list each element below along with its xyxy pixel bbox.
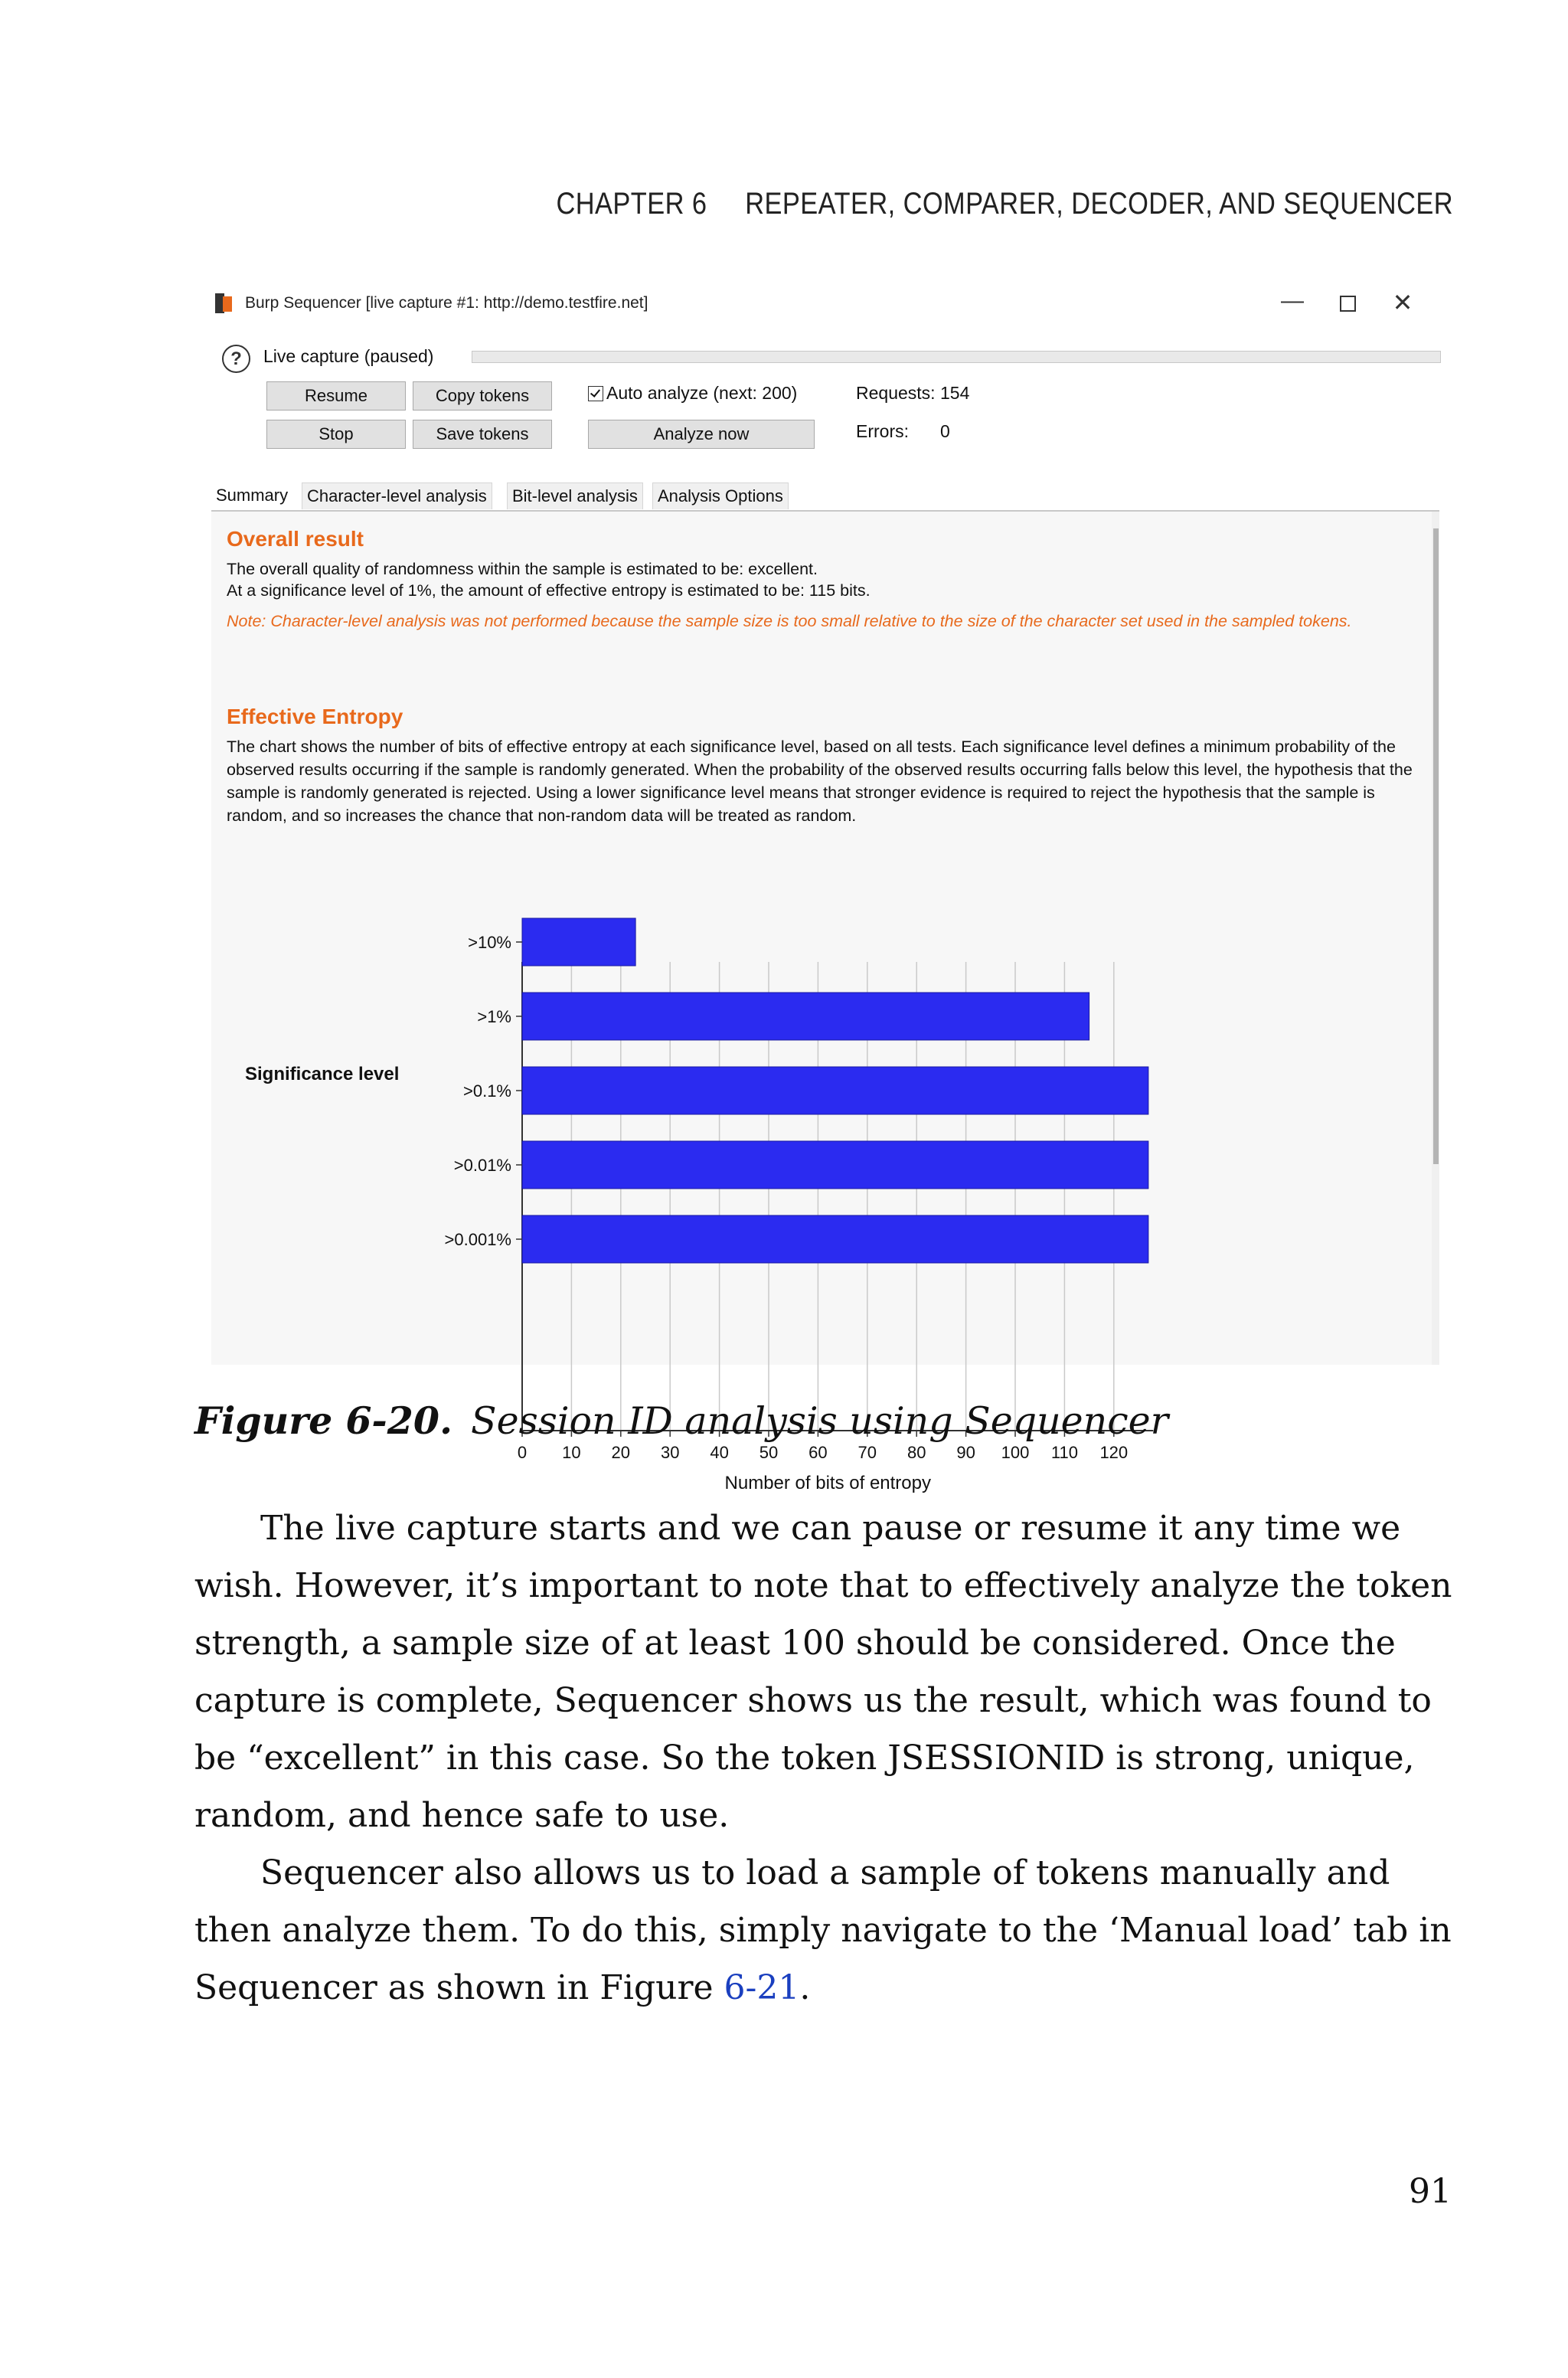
tab-analysis-options[interactable]: Analysis Options	[652, 482, 789, 509]
chart-x-tick-label: 50	[759, 1443, 779, 1462]
overall-result-line2: At a significance level of 1%, the amount of effective entropy is estimated to be: 115 bits.	[227, 581, 871, 600]
effective-entropy-heading: Effective Entropy	[227, 705, 403, 728]
scrollbar-thumb[interactable]	[1433, 528, 1439, 1164]
chart-x-tick-label: 70	[858, 1443, 877, 1462]
chart-bar	[522, 1141, 1148, 1189]
figure-caption	[194, 1398, 1168, 1443]
stop-button[interactable]: Stop	[266, 420, 406, 449]
overall-result-line1: The overall quality of randomness within the sample is estimated to be: excellent.	[227, 560, 818, 578]
close-icon[interactable]: ✕	[1392, 289, 1413, 316]
copy-tokens-button[interactable]: Copy tokens	[413, 381, 552, 411]
minimize-icon[interactable]: —	[1281, 288, 1304, 313]
page-number: 91	[1409, 2172, 1452, 2211]
paragraph-2-end: .	[799, 1968, 811, 2007]
chart-x-tick-label: 80	[906, 1443, 926, 1462]
chart-x-tick-label: 0	[517, 1443, 528, 1462]
chart-x-tick-label: 110	[1050, 1443, 1078, 1462]
chart-category-label: >0.01%	[453, 1156, 511, 1175]
paragraph-1: The live capture starts and we can pause or resume it any time we wish. However, it’s important to note that to effectively analyze the token strength, a sample size of at least 100 should be considered. Once the capture is complete, Sequencer shows us the result, which was found to be “excellent” in this case. So the token JSESSIONID is strong, unique, random, and hence safe to use.	[194, 1509, 1452, 1835]
paragraph-2-text: Sequencer also allows us to load a sample of tokens manually and then analyze them. To do this, simply navigate to the ‘Manual load’ tab in Sequencer as shown in Figure	[194, 1853, 1452, 2007]
chart-category-label: >1%	[477, 1007, 511, 1026]
window-title: Burp Sequencer [live capture #1: http://demo.testfire.net]	[245, 294, 648, 312]
effective-entropy-text: The chart shows the number of bits of effective entropy at each significance level, based on all tests. Each significance level defines a minimum probability of the observed results occurring if the sample is randomly generated. When the probability of the observed results occurring falls below this level, the hypothesis that the sample is randomly generated is rejected. Using a lower significance level means that stronger evidence is required to reject the hypothesis that the sample is random, and so increases the chance that non-random data will be treated as random.	[227, 738, 1413, 825]
paragraph-2	[194, 1844, 1458, 2017]
chart-bar	[522, 918, 635, 966]
overall-result-note: Note: Character-level analysis was not performed because the sample size is too small relative to the size of the character set used in the sampled tokens.	[227, 612, 1352, 630]
resume-button[interactable]: Resume	[266, 381, 406, 411]
tab-bit-level-analysis[interactable]: Bit-level analysis	[507, 482, 643, 509]
errors-stat	[856, 421, 950, 442]
errors-value: 0	[940, 421, 950, 441]
requests-stat	[856, 383, 970, 404]
tab-character-level-analysis[interactable]: Character-level analysis	[302, 482, 492, 509]
capture-progress-bar	[472, 351, 1441, 363]
errors-label: Errors:	[856, 421, 909, 441]
chart-x-tick-label: 100	[1001, 1443, 1030, 1462]
chart-x-tick-label: 120	[1099, 1443, 1129, 1462]
figure-link[interactable]: 6-21	[724, 1968, 800, 2007]
auto-analyze-label: Auto analyze (next: 200)	[606, 383, 798, 403]
running-head-chapter: CHAPTER 6	[556, 187, 707, 221]
burp-app-icon	[215, 293, 232, 313]
analysis-tabs	[211, 479, 1439, 512]
analyze-now-button[interactable]: Analyze now	[588, 420, 815, 449]
save-tokens-button[interactable]: Save tokens	[413, 420, 552, 449]
checkbox-checked-icon[interactable]	[588, 386, 603, 401]
help-icon[interactable]: ?	[222, 345, 250, 373]
chart-x-tick-label: 20	[611, 1443, 631, 1462]
window-titlebar	[211, 283, 1439, 325]
chart-x-tick-label: 40	[710, 1443, 729, 1462]
chart-x-tick-label: 30	[660, 1443, 680, 1462]
chart-category-label: >0.1%	[463, 1081, 511, 1101]
chart-category-label: >0.001%	[444, 1230, 511, 1249]
running-head-title: REPEATER, COMPARER, DECODER, AND SEQUENCER	[745, 187, 1453, 221]
body-text	[194, 1500, 1458, 2017]
auto-analyze-checkbox[interactable]	[588, 383, 797, 404]
figure-caption-text: Session ID analysis using Sequencer	[471, 1399, 1169, 1443]
figure-label: Figure 6-20.	[194, 1398, 453, 1443]
chart-bar	[522, 1215, 1148, 1263]
running-head	[204, 187, 1453, 221]
chart-x-tick-label: 60	[808, 1443, 828, 1462]
tab-summary[interactable]: Summary	[211, 482, 292, 509]
capture-status: Live capture (paused)	[263, 346, 434, 366]
requests-label: Requests:	[856, 383, 936, 403]
chart-bar	[522, 1067, 1148, 1114]
chart-category-label: >10%	[468, 933, 511, 952]
chart-x-tick-label: 90	[956, 1443, 975, 1462]
chart-y-axis-label: Significance level	[245, 1064, 400, 1084]
chart-x-axis-label: Number of bits of entropy	[724, 1473, 932, 1493]
chart-x-tick-label: 10	[562, 1443, 581, 1462]
chart-bar	[522, 993, 1089, 1040]
overall-result-heading: Overall result	[227, 527, 364, 551]
requests-value: 154	[940, 383, 970, 403]
maximize-icon[interactable]	[1332, 288, 1363, 318]
